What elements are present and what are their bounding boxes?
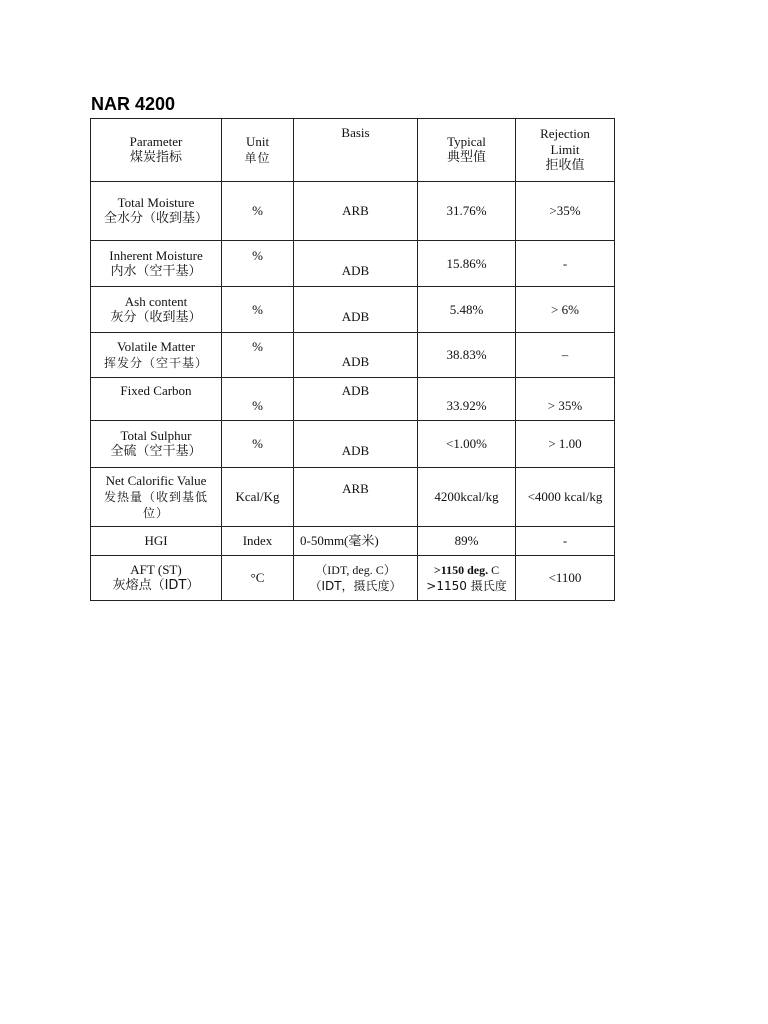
row-basis <box>294 556 418 601</box>
header-parameter <box>91 119 222 182</box>
row-limit: > 6% <box>516 287 615 333</box>
limit-text: > 35% <box>547 398 583 413</box>
basis-line-2: （IDT，摄氏度） <box>309 579 402 593</box>
parameter-zh: 灰分（收到基） <box>110 309 202 325</box>
row-unit: °C <box>222 556 294 601</box>
header-typical-zh: 典型值 <box>446 150 486 165</box>
row-basis: ADB <box>294 378 418 421</box>
row-limit: – <box>516 333 615 378</box>
parameter-en: Net Calorific Value <box>105 473 207 488</box>
header-typical-en: Typical <box>447 134 486 149</box>
parameter-en: Ash content <box>124 293 188 309</box>
row-basis <box>294 468 418 527</box>
header-rejection-en2: Limit <box>550 142 580 157</box>
basis-text: ADB <box>341 443 370 458</box>
row-typical <box>418 378 516 421</box>
table-row <box>91 182 615 241</box>
unit-text: % <box>252 398 263 413</box>
table-header-row <box>91 119 615 182</box>
row-limit: - <box>516 241 615 287</box>
row-typical: 31.76% <box>418 182 516 241</box>
row-unit: % <box>222 182 294 241</box>
row-parameter <box>91 556 222 601</box>
parameter-zh: 发热量（收到基低位） <box>103 490 208 520</box>
parameter-en: Volatile Matter <box>116 339 196 354</box>
coal-spec-table <box>90 118 615 601</box>
basis-text: ADB <box>341 354 370 369</box>
header-basis-label: Basis <box>341 125 370 140</box>
basis-text: ADB <box>341 308 370 324</box>
row-parameter <box>91 287 222 333</box>
parameter-en: AFT (ST) <box>130 562 182 577</box>
parameter-zh: 挥发分（空干基） <box>103 356 208 370</box>
row-basis: ARB <box>294 182 418 241</box>
header-rejection-en1: Rejection <box>540 126 590 141</box>
unit-text: % <box>252 247 263 263</box>
row-basis <box>294 333 418 378</box>
row-typical <box>418 556 516 601</box>
row-unit: % <box>222 287 294 333</box>
row-typical: <1.00% <box>418 421 516 468</box>
parameter-zh: 全硫（空干基） <box>110 444 202 459</box>
typical-text: 33.92% <box>446 398 487 413</box>
parameter-zh: 灰熔点（IDT） <box>112 578 200 593</box>
row-basis <box>294 527 418 556</box>
table-row <box>91 333 615 378</box>
row-typical: 5.48% <box>418 287 516 333</box>
row-limit: <1100 <box>516 556 615 601</box>
parameter-en: Total Sulphur <box>120 428 192 443</box>
table-row <box>91 527 615 556</box>
row-basis <box>294 241 418 287</box>
row-unit <box>222 241 294 287</box>
row-limit: - <box>516 527 615 556</box>
unit-text: % <box>252 339 263 354</box>
basis-text: ARB <box>342 481 369 496</box>
row-unit <box>222 378 294 421</box>
header-parameter-zh: 煤炭指标 <box>129 150 182 165</box>
row-parameter <box>91 378 222 421</box>
typical-unit: C <box>488 563 500 577</box>
header-unit <box>222 119 294 182</box>
row-limit: >35% <box>516 182 615 241</box>
typical-strong: >1150 deg. <box>433 563 489 577</box>
row-unit: % <box>222 421 294 468</box>
row-unit: Kcal/Kg <box>222 468 294 527</box>
parameter-en: Fixed Carbon <box>120 383 192 398</box>
row-parameter: HGI <box>91 527 222 556</box>
basis-text: 0-50mm(毫米) <box>300 533 379 548</box>
header-rejection-zh: 拒收值 <box>545 158 585 173</box>
table-row <box>91 421 615 468</box>
header-unit-zh: 单位 <box>244 151 271 165</box>
row-parameter <box>91 333 222 378</box>
header-unit-en: Unit <box>245 134 270 149</box>
row-unit <box>222 333 294 378</box>
basis-line-1: （IDT, deg. C） <box>315 563 396 577</box>
row-typical: 89% <box>418 527 516 556</box>
row-parameter <box>91 182 222 241</box>
row-limit: > 1.00 <box>516 421 615 468</box>
table-row <box>91 556 615 601</box>
typical-line-2: >1150 摄氏度 <box>426 579 507 593</box>
table-row <box>91 287 615 333</box>
table-row <box>91 241 615 287</box>
header-parameter-en: Parameter <box>129 134 183 149</box>
parameter-en: Inherent Moisture <box>109 247 203 263</box>
basis-text: ADB <box>341 262 370 278</box>
header-rejection-limit <box>516 119 615 182</box>
typical-line-1 <box>421 562 512 578</box>
row-basis <box>294 287 418 333</box>
row-typical: 15.86% <box>418 241 516 287</box>
row-limit <box>516 378 615 421</box>
row-typical: 38.83% <box>418 333 516 378</box>
header-typical <box>418 119 516 182</box>
row-parameter <box>91 421 222 468</box>
header-basis <box>294 119 418 182</box>
table-row <box>91 468 615 527</box>
parameter-en: Total Moisture <box>117 195 195 210</box>
row-basis <box>294 421 418 468</box>
table-row <box>91 378 615 421</box>
row-parameter <box>91 241 222 287</box>
row-typical: 4200kcal/kg <box>418 468 516 527</box>
parameter-zh: 内水（空干基） <box>110 263 202 279</box>
parameter-zh: 全水分（收到基） <box>103 211 208 226</box>
row-parameter <box>91 468 222 527</box>
row-limit: <4000 kcal/kg <box>516 468 615 527</box>
document-title: NAR 4200 <box>91 94 176 114</box>
row-unit: Index <box>222 527 294 556</box>
